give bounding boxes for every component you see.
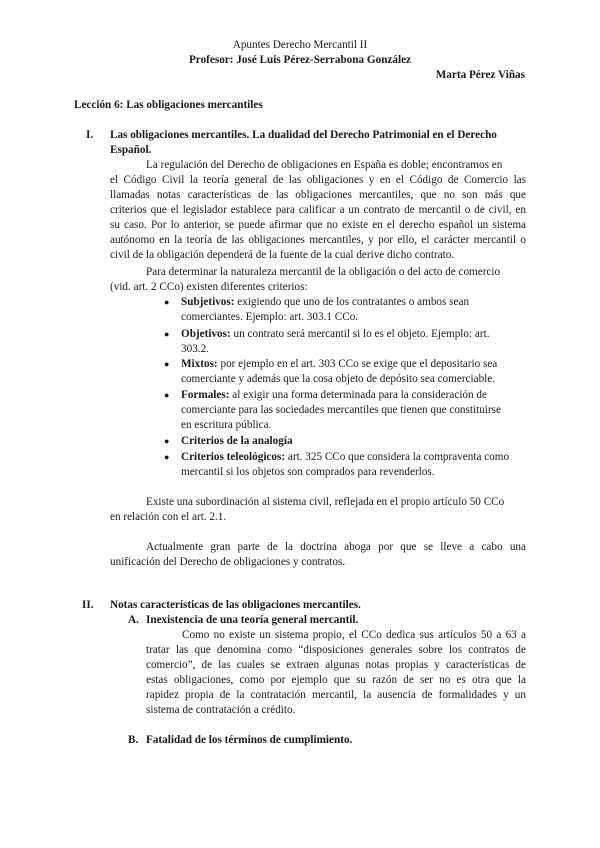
subsection-a-heading: Inexistencia de una teoría general mercantil. [146, 614, 359, 626]
list-item [181, 295, 469, 310]
subsection-b-letter: B. [128, 734, 139, 746]
para3-line: en relación con el art. 2.1. [110, 511, 227, 523]
para4-line: unificación del Derecho de obligaciones y contratos. [110, 556, 346, 568]
criterion-text: un contrato será mercantil si lo es el objeto. Ejemplo: art. [230, 328, 490, 340]
bullet-icon: ● [164, 359, 170, 369]
para1-line: llamadas notas características de las obligaciones mercantiles, que no son más que [110, 189, 526, 201]
para1-line: su caso. Por lo anterior, se puede afirmar que no existe en el derecho español un sistema [110, 219, 526, 231]
subA-line: sistema de contratación a crédito. [146, 704, 296, 716]
para3-line: Existe una subordinación al sistema civil, reflejada en el propio artículo 50 CCo [146, 496, 505, 508]
para4-line: Actualmente gran parte de la doctrina aboga por que se lleve a cabo una [146, 541, 526, 553]
section-1-numeral: I. [86, 129, 94, 141]
para2-line: Para determinar la naturaleza mercantil de la obligación o del acto de comercio [146, 266, 501, 278]
para1-line: criterios que el legislador establece para calificar a un contrato de mercantil o de civil, en [110, 204, 526, 216]
bullet-icon: ● [164, 297, 170, 307]
criterion-text: mercantil si los objetos son comprados para revenderlos. [181, 466, 435, 478]
criterion-text: en escritura pública. [181, 419, 272, 431]
criterion-text: por ejemplo en el art. 303 CCo se exige que el depositario sea [217, 358, 498, 370]
subA-line: Como no existe un sistema propio, el CCo dedica sus artículos 50 a 63 a [182, 629, 526, 641]
section-1-heading-line1: Las obligaciones mercantiles. La dualidad del Derecho Patrimonial en el Derecho [110, 129, 497, 141]
list-item [181, 434, 293, 449]
criterion-term: Objetivos: [181, 328, 231, 340]
para1-line: autónomo en la teoría de las obligaciones mercantiles, y por ello, el carácter mercantil o [110, 234, 526, 246]
bullet-icon: ● [164, 452, 170, 462]
header-professor: Profesor: José Luis Pérez-Serrabona González [188, 54, 412, 66]
subsection-a-letter: A. [128, 614, 139, 626]
criterion-term: Criterios teleológicos: [181, 451, 286, 463]
criterion-text: comerciante y además que la cosa objeto de depósito sea comerciable. [181, 373, 496, 385]
subA-line: rapidez propia de la contratación mercantil, la ausencia de formalidades y un [146, 689, 526, 701]
criterion-term: Mixtos: [181, 358, 218, 370]
list-item [181, 357, 497, 372]
header-author: Marta Pérez Viñas [435, 69, 525, 81]
criterion-term: Subjetivos: [181, 296, 235, 308]
subA-line: comercio”, de las cuales se extraen algunas notas propias y características de [146, 659, 526, 671]
para1-line: el Código Civil la teoría general de las obligaciones y en el Código de Comercio las [110, 174, 526, 186]
subA-line: estas obligaciones, como por ejemplo que su razón de ser no es otra que la [146, 674, 526, 686]
bullet-icon: ● [164, 329, 170, 339]
bullet-icon: ● [164, 390, 170, 400]
criterion-text: art. 325 CCo que considera la compraventa como [285, 451, 510, 463]
subsection-b-heading: Fatalidad de los términos de cumplimiento. [146, 734, 353, 746]
para1-line: civil de la obligación dependerá de la fuente de la cual derive dicho contrato. [110, 249, 455, 261]
criterion-term: Criterios de la analogía [181, 435, 293, 447]
list-item [181, 450, 509, 465]
para1-line: La regulación del Derecho de obligaciones en España es doble; encontramos en [146, 159, 503, 171]
section-1-heading-line2: Español. [110, 144, 152, 156]
criterion-text: comerciante para las sociedades mercantiles que tienen que constituirse [181, 404, 501, 416]
section-2-numeral: II. [82, 599, 94, 611]
para2-line: (vid. art. 2 CCo) existen diferentes criterios: [110, 281, 308, 293]
criterion-text: 303.2. [181, 343, 209, 355]
section-2-heading: Notas características de las obligaciones mercantiles. [110, 599, 361, 611]
criterion-text: exigiendo que uno de los contratantes o ambos sean [234, 296, 470, 308]
criterion-text: al exigir una forma determinada para la consideración de [229, 389, 487, 401]
subA-line: tratar las que denomina como “disposiciones generales sobre los contratos de [146, 644, 526, 656]
list-item [181, 327, 490, 342]
criterion-term: Formales: [181, 389, 230, 401]
criterion-text: comerciantes. Ejemplo: art. 303.1 CCo. [181, 311, 359, 323]
bullet-icon: ● [164, 436, 170, 446]
header-title: Apuntes Derecho Mercantil II [232, 39, 368, 51]
list-item [181, 388, 487, 403]
lesson-title: Lección 6: Las obligaciones mercantiles [74, 99, 263, 111]
